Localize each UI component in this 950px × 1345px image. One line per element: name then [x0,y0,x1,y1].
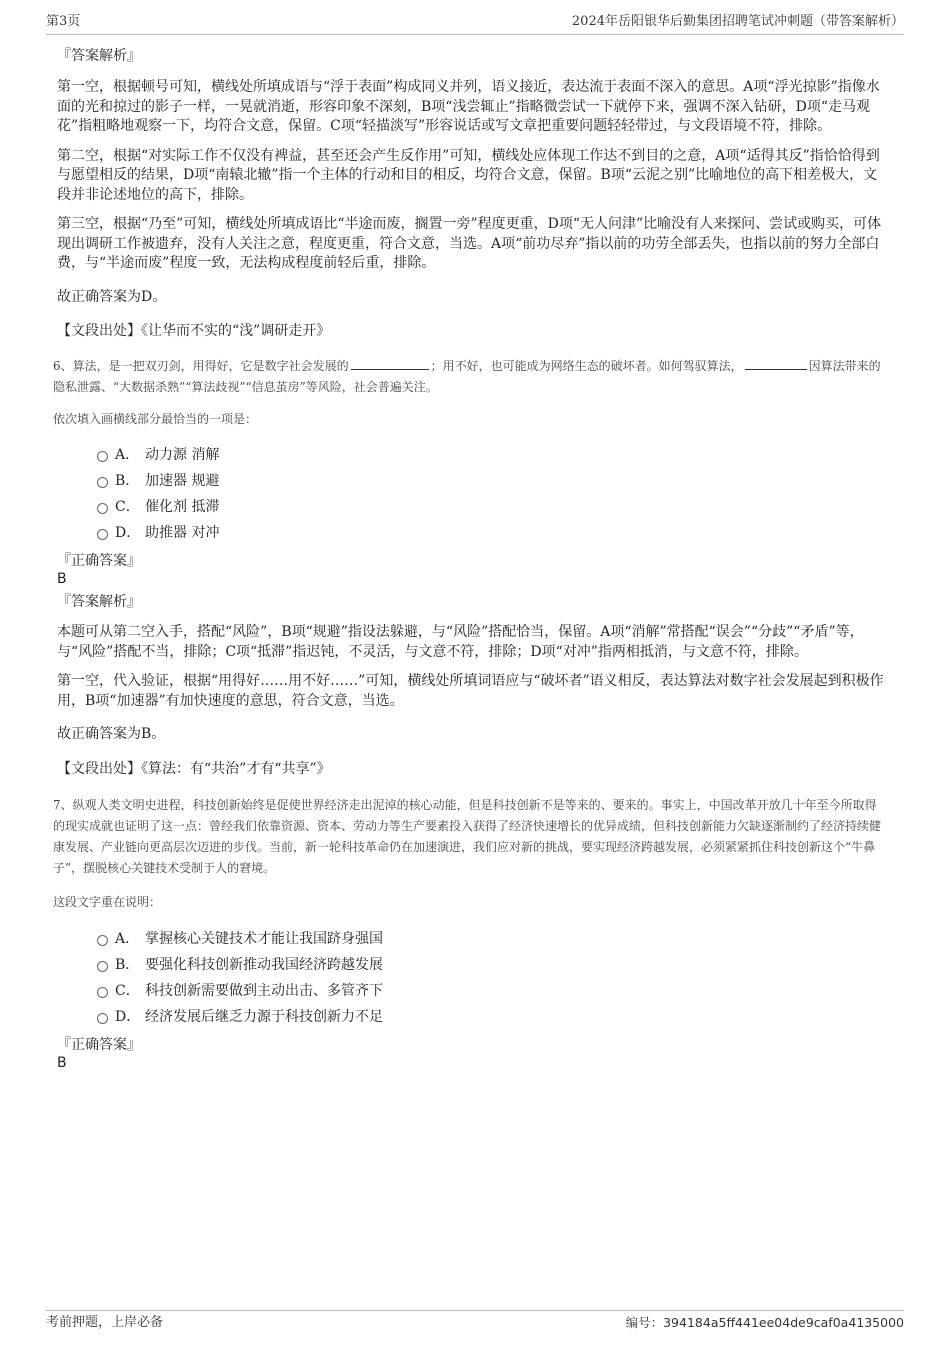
correct-answer-label: 『正确答案』 [57,1036,141,1053]
option-b[interactable]: B． 加速器 规避 [97,468,887,494]
question-7-stem: 7、纵观人类文明史进程，科技创新始终是促使世界经济走出泥淖的核心动能，但是科技创新不是等来的、要来的。事实上，中国改革开放几十年至今所取得的现实成就也证明了这一点：曾经我们依靠资源、资本、劳动力等生产要素投入获得了经济快速增长的优异成绩，但科技创新能力欠缺逐渐制约了经济持续健康发展、产业链向更高层次迈进的步伐。当前，新一轮科技革命仍在加速演进，我们应对新的挑战，要实现经济跨越发展，必须紧紧抓住科技创新这个“牛鼻子”，摆脱核心关键技术受制于人的窘境。 [53,797,882,875]
question-6-stem: 6、算法，是一把双刃剑，用得好，它是数字社会发展的 ；用不好，也可能成为网络生态的破坏者。如何驾驭算法， 因算法带来的隐私泄露、“大数据杀熟”“算法歧视”“信息茧房”等风险，社会普遍关注。 [53,359,881,394]
correct-answer-value: B [57,571,67,587]
analysis-paragraph-1: 本题可从第二空入手，搭配“风险”，B项“规避”指设法躲避，与“风险”搭配恰当，保留。A项“消解”常搭配“误会”“分歧”“矛盾”等，与“风险”搭配不当，排除；C项“抵滞”指迟钝，不灵活，与文意不符，排除；D项“对冲”指两相抵消，与文意不符，排除。 [57,624,864,660]
document-code: 编号：394184a5ff441ee04de9caf0a4135000 [625,1315,904,1330]
main-content [53,46,887,1072]
correct-answer-value: B [57,1054,67,1071]
radio-icon[interactable] [97,503,108,514]
page-number: 第3页 [46,14,81,29]
analysis-conclusion: 故正确答案为D。 [57,288,167,305]
question-6-options [97,442,887,546]
correct-answer-label: 『正确答案』 [57,553,141,569]
analysis-paragraph-1: 第一空，根据顿号可知，横线处所填成语与“浮于表面”构成同义并列，语义接近，表达流于表面不深入的意思。A项“浮光掠影”指像水面的光和掠过的影子一样，一晃就消逝，形容印象不深刻，B项“浅尝辄止”指略微尝试一下就停下来，强调不深入钻研，D项“走马观花”指粗略地观察一下，均符合文意，保留。C项“轻描淡写”形容说话或写文章把重要问题轻轻带过，与文段语境不符，排除。 [57,79,880,134]
radio-icon[interactable] [97,529,108,540]
radio-icon[interactable] [97,451,108,462]
analysis-paragraph-3: 第三空，根据“乃至”可知，横线处所填成语比“半途而废，搁置一旁”程度更重，D项“无人问津”比喻没有人来探问、尝试或购买，可体现出调研工作被遗弃，没有人关注之意，程度更重，符合文意，当选。A项“前功尽弃”指以前的功劳全部丢失，也指以前的努力全部白费，与“半途而废”程度一致，无法构成程度前轻后重，排除。 [57,216,882,271]
option-d[interactable]: D． 助推器 对冲 [97,520,887,546]
question-7-options [97,926,887,1030]
page-header [46,12,904,35]
option-b[interactable]: B． 要强化科技创新推动我国经济跨越发展 [97,952,887,978]
question-7-prompt: 这段文字重在说明： [53,894,162,909]
radio-icon[interactable] [97,477,108,488]
option-a[interactable]: A． 动力源 消解 [97,442,887,468]
analysis-conclusion: 故正确答案为B。 [57,726,166,742]
radio-icon[interactable] [97,961,108,972]
analysis-label: 『答案解析』 [57,594,141,610]
option-c[interactable]: C． 科技创新需要做到主动出击、多管齐下 [97,978,887,1004]
question-6-prompt: 依次填入画横线部分最恰当的一项是： [53,412,258,426]
blank-1 [351,357,429,370]
option-d[interactable]: D． 经济发展后继乏力源于科技创新力不足 [97,1004,887,1030]
page-footer [46,1310,904,1333]
source-citation: 【文段出处】《让华而不实的“浅”调研走开》 [57,323,331,339]
footer-slogan: 考前押题，上岸必备 [46,1315,164,1330]
blank-2 [745,357,807,370]
radio-icon[interactable] [97,935,108,946]
analysis-paragraph-2: 第一空，代入验证，根据“用得好……用不好……”可知，横线处所填词语应与“破坏者”语义相反，表达算法对数字社会发展起到积极作用，B项“加速器”有加快速度的意思，符合文意，当选。 [57,673,884,709]
radio-icon[interactable] [97,1013,108,1024]
source-citation: 【文段出处】《算法：有“共治”才有“共享”》 [57,760,331,777]
analysis-label: 『答案解析』 [57,48,141,64]
option-c[interactable]: C． 催化剂 抵滞 [97,494,887,520]
radio-icon[interactable] [97,987,108,998]
option-a[interactable]: A． 掌握核心关键技术才能让我国跻身强国 [97,926,887,952]
analysis-paragraph-2: 第二空，根据“对实际工作不仅没有裨益，甚至还会产生反作用”可知，横线处应体现工作达不到目的之意，A项“适得其反”指恰恰得到与愿望相反的结果，D项“南辕北辙”指一个主体的行动和目的相反，均符合文意，保留。B项“云泥之别”比喻地位的高下相差极大，文段并非论述地位的高下，排除。 [57,147,880,203]
document-title: 2024年岳阳银华后勤集团招聘笔试冲刺题（带答案解析） [571,14,904,29]
